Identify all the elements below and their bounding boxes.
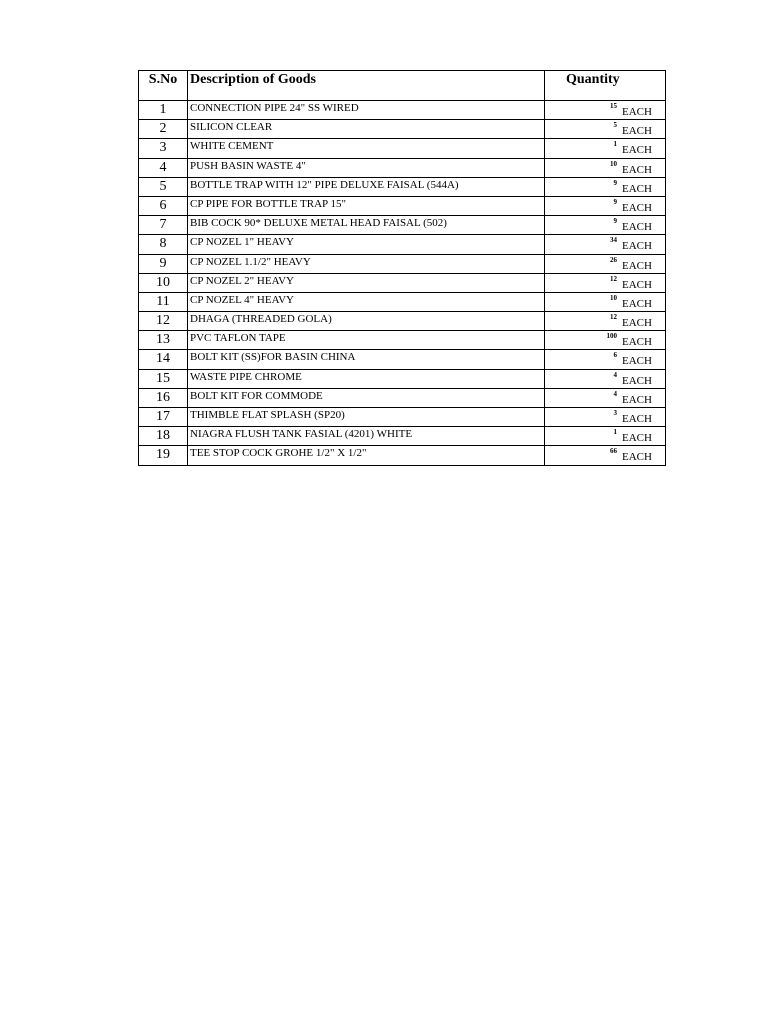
quantity-unit: EACH	[622, 106, 652, 118]
row-description: CP NOZEL 4" HEAVY	[188, 292, 545, 311]
table-row	[139, 139, 666, 158]
quantity-unit: EACH	[622, 413, 652, 425]
table-body	[139, 101, 666, 466]
table-row	[139, 388, 666, 407]
quantity-value: 4	[613, 389, 617, 398]
row-sno: 13	[139, 331, 188, 350]
row-sno: 8	[139, 235, 188, 254]
row-quantity	[545, 350, 666, 369]
table-row	[139, 331, 666, 350]
row-sno: 19	[139, 446, 188, 465]
row-quantity	[545, 292, 666, 311]
row-description: BOLT KIT FOR COMMODE	[188, 388, 545, 407]
quantity-value: 26	[610, 255, 617, 264]
quantity-unit: EACH	[622, 355, 652, 368]
quantity-unit: EACH	[622, 240, 652, 253]
row-quantity	[545, 101, 666, 120]
row-description: BOTTLE TRAP WITH 12" PIPE DELUXE FAISAL (544A)	[188, 177, 545, 196]
quantity-unit: EACH	[622, 317, 652, 330]
row-sno: 17	[139, 408, 188, 427]
table-row	[139, 446, 666, 465]
quantity-value: 34	[610, 236, 617, 245]
row-description: DHAGA (THREADED GOLA)	[188, 312, 545, 331]
row-description: WASTE PIPE CHROME	[188, 369, 545, 388]
row-quantity	[545, 196, 666, 215]
row-quantity	[545, 408, 666, 427]
row-quantity	[545, 139, 666, 158]
row-sno: 6	[139, 196, 188, 215]
row-sno: 7	[139, 216, 188, 235]
quantity-unit: EACH	[622, 336, 652, 349]
quantity-value: 4	[613, 370, 617, 379]
header-sno: S.No	[139, 71, 188, 101]
row-sno: 15	[139, 369, 188, 388]
quantity-unit: EACH	[622, 125, 652, 138]
row-quantity	[545, 120, 666, 139]
row-description: TEE STOP COCK GROHE 1/2" X 1/2"	[188, 446, 545, 465]
table-row	[139, 408, 666, 427]
table-row	[139, 369, 666, 388]
table-row	[139, 235, 666, 254]
quantity-value: 66	[610, 447, 617, 456]
quantity-unit: EACH	[622, 144, 652, 157]
row-description: PUSH BASIN WASTE 4"	[188, 158, 545, 177]
quantity-value: 9	[613, 197, 617, 206]
row-sno: 9	[139, 254, 188, 273]
quantity-unit: EACH	[622, 278, 652, 291]
quantity-value: 15	[610, 102, 617, 110]
table-row	[139, 120, 666, 139]
quantity-value: 5	[613, 121, 617, 130]
quantity-value: 9	[613, 178, 617, 187]
row-quantity	[545, 446, 666, 465]
quantity-unit: EACH	[622, 451, 652, 464]
row-sno: 1	[139, 101, 188, 120]
row-quantity	[545, 177, 666, 196]
row-quantity	[545, 216, 666, 235]
quantity-unit: EACH	[622, 432, 652, 445]
table-row	[139, 177, 666, 196]
quantity-value: 1	[613, 140, 617, 149]
row-sno: 4	[139, 158, 188, 177]
table-row	[139, 312, 666, 331]
quantity-unit: EACH	[622, 221, 652, 234]
row-sno: 12	[139, 312, 188, 331]
row-sno: 2	[139, 120, 188, 139]
quantity-unit: EACH	[622, 297, 652, 310]
quantity-unit: EACH	[622, 374, 652, 387]
table-header-row	[139, 71, 666, 101]
row-quantity	[545, 369, 666, 388]
row-description: CP NOZEL 1" HEAVY	[188, 235, 545, 254]
row-description: BIB COCK 90* DELUXE METAL HEAD FAISAL (502)	[188, 216, 545, 235]
row-description: CONNECTION PIPE 24" SS WIRED	[188, 101, 545, 120]
quantity-value: 10	[610, 293, 617, 302]
row-sno: 11	[139, 292, 188, 311]
header-description: Description of Goods	[188, 71, 545, 101]
row-description: WHITE CEMENT	[188, 139, 545, 158]
quantity-value: 3	[613, 409, 617, 417]
quantity-unit: EACH	[622, 163, 652, 176]
quantity-value: 1	[613, 428, 617, 437]
table-row	[139, 292, 666, 311]
row-quantity	[545, 427, 666, 446]
row-quantity	[545, 312, 666, 331]
row-sno: 5	[139, 177, 188, 196]
row-description: NIAGRA FLUSH TANK FASIAL (4201) WHITE	[188, 427, 545, 446]
quantity-unit: EACH	[622, 259, 652, 272]
table-row	[139, 158, 666, 177]
row-description: CP NOZEL 1.1/2" HEAVY	[188, 254, 545, 273]
table-row	[139, 273, 666, 292]
row-quantity	[545, 254, 666, 273]
quantity-value: 100	[606, 332, 617, 341]
table-row	[139, 101, 666, 120]
quantity-value: 12	[610, 274, 617, 283]
row-description: SILICON CLEAR	[188, 120, 545, 139]
row-sno: 10	[139, 273, 188, 292]
quantity-value: 12	[610, 313, 617, 322]
quantity-value: 9	[613, 217, 617, 226]
table-row	[139, 254, 666, 273]
row-description: THIMBLE FLAT SPLASH (SP20)	[188, 408, 545, 427]
table-row	[139, 427, 666, 446]
quantity-unit: EACH	[622, 182, 652, 195]
row-quantity	[545, 388, 666, 407]
row-sno: 18	[139, 427, 188, 446]
row-description: CP PIPE FOR BOTTLE TRAP 15"	[188, 196, 545, 215]
row-quantity	[545, 235, 666, 254]
quantity-unit: EACH	[622, 393, 652, 406]
quantity-unit: EACH	[622, 201, 652, 214]
quantity-value: 6	[613, 351, 617, 360]
table-row	[139, 350, 666, 369]
quantity-value: 10	[610, 159, 617, 168]
row-description: PVC TAFLON TAPE	[188, 331, 545, 350]
row-quantity	[545, 331, 666, 350]
table-row	[139, 216, 666, 235]
header-quantity: Quantity	[545, 71, 666, 101]
row-sno: 16	[139, 388, 188, 407]
table-row	[139, 196, 666, 215]
row-description: CP NOZEL 2" HEAVY	[188, 273, 545, 292]
goods-table	[138, 70, 666, 466]
row-quantity	[545, 158, 666, 177]
row-sno: 14	[139, 350, 188, 369]
row-sno: 3	[139, 139, 188, 158]
row-description: BOLT KIT (SS)FOR BASIN CHINA	[188, 350, 545, 369]
row-quantity	[545, 273, 666, 292]
